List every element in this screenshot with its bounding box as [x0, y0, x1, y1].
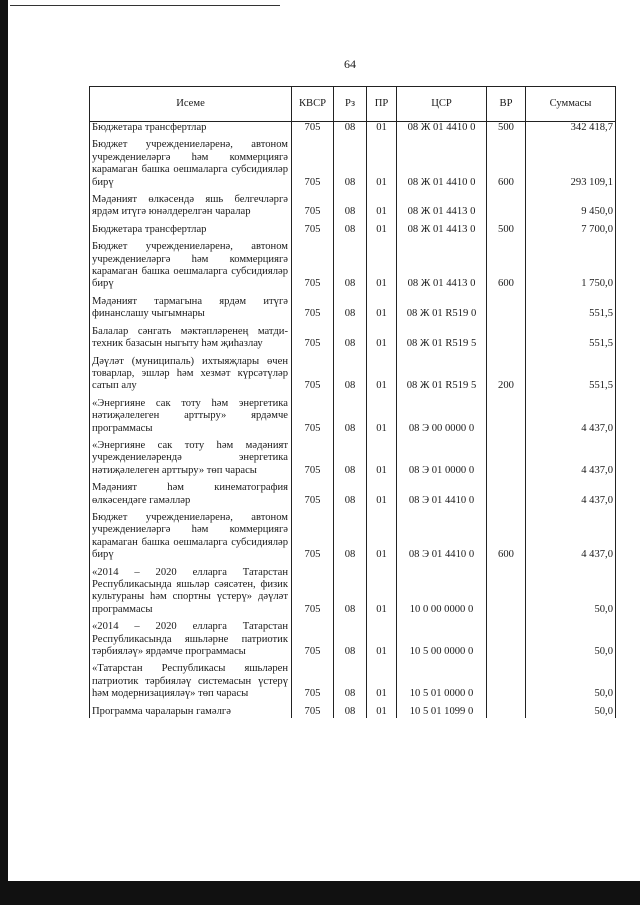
cell-csr: 08 Ж 01 R519 5: [397, 321, 487, 351]
cell-rz: 08: [334, 219, 367, 236]
cell-vr: [487, 393, 526, 435]
cell-kvsr: 705: [292, 658, 334, 700]
cell-csr: 08 Ж 01 4413 0: [397, 236, 487, 291]
cell-sum: 4 437,0: [526, 507, 616, 562]
cell-pr: 01: [367, 122, 397, 135]
table-row: [90, 507, 616, 562]
cell-kvsr: 705: [292, 507, 334, 562]
header-name: Исеме: [90, 87, 292, 122]
cell-rz: 08: [334, 701, 367, 718]
cell-name: Бюджетара трансфертлар: [90, 219, 292, 236]
table-row: [90, 236, 616, 291]
cell-rz: 08: [334, 616, 367, 658]
cell-kvsr: 705: [292, 189, 334, 219]
cell-name: Бюджет учреждениеләренә, автоном учреждениеләргә һәм коммерциягә карамаган башка оешмаларга субсидияләр бирү: [90, 507, 292, 562]
cell-rz: 08: [334, 658, 367, 700]
cell-csr: 10 5 01 1099 0: [397, 701, 487, 718]
cell-rz: 08: [334, 321, 367, 351]
cell-sum: 293 109,1: [526, 134, 616, 189]
cell-name: Мәдәният тармагына ярдәм итүгә финанслашу чыгымнары: [90, 291, 292, 321]
cell-pr: 01: [367, 435, 397, 477]
header-kvsr: КВСР: [292, 87, 334, 122]
table-row: [90, 562, 616, 617]
cell-name: «Татарстан Республикасы яшьләрен патриотик тәрбияләү системасын үстерү һәм модернизацияләү» төп чарасы: [90, 658, 292, 700]
cell-name: Мәдәният һәм кинематография өлкәсендәге гамәлләр: [90, 477, 292, 507]
scan-border-left: [0, 0, 8, 905]
cell-csr: 08 Ж 01 4413 0: [397, 219, 487, 236]
table-row: [90, 477, 616, 507]
cell-vr: [487, 562, 526, 617]
cell-sum: 551,5: [526, 351, 616, 393]
cell-sum: 50,0: [526, 562, 616, 617]
cell-vr: 500: [487, 219, 526, 236]
cell-rz: 08: [334, 393, 367, 435]
scan-border-bottom: [0, 881, 640, 905]
cell-pr: 01: [367, 393, 397, 435]
cell-kvsr: 705: [292, 477, 334, 507]
cell-pr: 01: [367, 134, 397, 189]
cell-sum: 551,5: [526, 291, 616, 321]
cell-csr: 08 Э 01 4410 0: [397, 507, 487, 562]
cell-name: Мәдәният өлкәсендә яшь белгечләргә ярдәм итүгә юнәлдерелгән чаралар: [90, 189, 292, 219]
cell-rz: 08: [334, 291, 367, 321]
cell-rz: 08: [334, 122, 367, 135]
table-row: [90, 435, 616, 477]
table-row: [90, 321, 616, 351]
cell-rz: 08: [334, 507, 367, 562]
cell-kvsr: 705: [292, 435, 334, 477]
table-row: [90, 219, 616, 236]
cell-sum: 1 750,0: [526, 236, 616, 291]
cell-pr: 01: [367, 477, 397, 507]
cell-csr: 08 Э 00 0000 0: [397, 393, 487, 435]
cell-pr: 01: [367, 236, 397, 291]
header-sum: Суммасы: [526, 87, 616, 122]
cell-pr: 01: [367, 189, 397, 219]
cell-vr: [487, 701, 526, 718]
budget-table-container: [89, 86, 615, 718]
cell-sum: 7 700,0: [526, 219, 616, 236]
table-row: [90, 616, 616, 658]
cell-kvsr: 705: [292, 616, 334, 658]
table-row: [90, 351, 616, 393]
cell-sum: 50,0: [526, 701, 616, 718]
cell-rz: 08: [334, 236, 367, 291]
cell-vr: [487, 189, 526, 219]
cell-name: Бюджет учреждениеләренә, автоном учреждениеләргә һәм коммерциягә карамаган башка оешмаларга субсидияләр бирү: [90, 134, 292, 189]
cell-vr: [487, 321, 526, 351]
cell-vr: [487, 658, 526, 700]
header-csr: ЦСР: [397, 87, 487, 122]
cell-csr: 08 Э 01 0000 0: [397, 435, 487, 477]
cell-kvsr: 705: [292, 291, 334, 321]
cell-pr: 01: [367, 616, 397, 658]
cell-sum: 342 418,7: [526, 122, 616, 135]
cell-rz: 08: [334, 134, 367, 189]
cell-rz: 08: [334, 562, 367, 617]
cell-vr: 600: [487, 236, 526, 291]
cell-kvsr: 705: [292, 134, 334, 189]
cell-name: Дәүләт (муниципаль) ихтыяҗлары өчен товарлар, эшләр һәм хезмәт күрсәтүләр сатып алу: [90, 351, 292, 393]
cell-rz: 08: [334, 477, 367, 507]
cell-csr: 08 Ж 01 R519 0: [397, 291, 487, 321]
page-number: 64: [344, 57, 356, 71]
cell-kvsr: 705: [292, 321, 334, 351]
cell-csr: 08 Ж 01 4410 0: [397, 122, 487, 135]
cell-sum: 4 437,0: [526, 477, 616, 507]
top-rule: [10, 5, 280, 6]
cell-csr: 10 5 01 0000 0: [397, 658, 487, 700]
cell-sum: 551,5: [526, 321, 616, 351]
table-row: [90, 134, 616, 189]
cell-rz: 08: [334, 189, 367, 219]
cell-csr: 10 5 00 0000 0: [397, 616, 487, 658]
cell-vr: 600: [487, 134, 526, 189]
cell-vr: 500: [487, 122, 526, 135]
header-rz: Рз: [334, 87, 367, 122]
cell-sum: 50,0: [526, 616, 616, 658]
cell-csr: 08 Ж 01 R519 5: [397, 351, 487, 393]
cell-name: «2014 – 2020 елларга Татарстан Республикасында яшьләр сәясәтен, физик культураны һәм спортны үстерү» дәүләт программасы: [90, 562, 292, 617]
cell-kvsr: 705: [292, 236, 334, 291]
table-row: [90, 658, 616, 700]
cell-sum: 9 450,0: [526, 189, 616, 219]
cell-vr: [487, 616, 526, 658]
cell-kvsr: 705: [292, 219, 334, 236]
cell-csr: 10 0 00 0000 0: [397, 562, 487, 617]
cell-name: «2014 – 2020 елларга Татарстан Республикасында яшьләрне патриотик тәрбияләү» ярдәмче программасы: [90, 616, 292, 658]
cell-kvsr: 705: [292, 562, 334, 617]
table-row: [90, 122, 616, 135]
cell-vr: 200: [487, 351, 526, 393]
cell-sum: 50,0: [526, 658, 616, 700]
cell-pr: 01: [367, 562, 397, 617]
cell-kvsr: 705: [292, 393, 334, 435]
cell-pr: 01: [367, 351, 397, 393]
cell-sum: 4 437,0: [526, 393, 616, 435]
cell-pr: 01: [367, 658, 397, 700]
cell-name: Бюджетара трансфертлар: [90, 122, 292, 135]
cell-pr: 01: [367, 291, 397, 321]
table-row: [90, 701, 616, 718]
table-body: [90, 122, 616, 719]
table-header-row: [90, 87, 616, 122]
header-pr: ПР: [367, 87, 397, 122]
cell-name: «Энергияне сак тоту һәм мәдәният учреждениеләрендә энергетика нәтиҗәлелеген арттыру» төп чарасы: [90, 435, 292, 477]
cell-kvsr: 705: [292, 701, 334, 718]
cell-pr: 01: [367, 507, 397, 562]
cell-vr: [487, 435, 526, 477]
cell-name: Программа чараларын гамәлгә: [90, 701, 292, 718]
cell-sum: 4 437,0: [526, 435, 616, 477]
cell-pr: 01: [367, 701, 397, 718]
header-vr: ВР: [487, 87, 526, 122]
cell-name: «Энергияне сак тоту һәм энергетика нәтиҗәлелеген арттыру» ярдәмче программасы: [90, 393, 292, 435]
cell-kvsr: 705: [292, 351, 334, 393]
cell-csr: 08 Ж 01 4413 0: [397, 189, 487, 219]
cell-rz: 08: [334, 351, 367, 393]
table-row: [90, 291, 616, 321]
cell-csr: 08 Ж 01 4410 0: [397, 134, 487, 189]
table-row: [90, 393, 616, 435]
cell-csr: 08 Э 01 4410 0: [397, 477, 487, 507]
cell-name: Бюджет учреждениеләренә, автоном учреждениеләргә һәм коммерциягә карамаган башка оешмаларга субсидияләр бирү: [90, 236, 292, 291]
cell-vr: 600: [487, 507, 526, 562]
cell-pr: 01: [367, 321, 397, 351]
cell-vr: [487, 477, 526, 507]
cell-kvsr: 705: [292, 122, 334, 135]
cell-name: Балалар сәнгать мәктәпләренең матди-техник базасын ныгыту һәм җиһазлау: [90, 321, 292, 351]
budget-table: [89, 86, 616, 718]
cell-rz: 08: [334, 435, 367, 477]
cell-pr: 01: [367, 219, 397, 236]
table-row: [90, 189, 616, 219]
cell-vr: [487, 291, 526, 321]
